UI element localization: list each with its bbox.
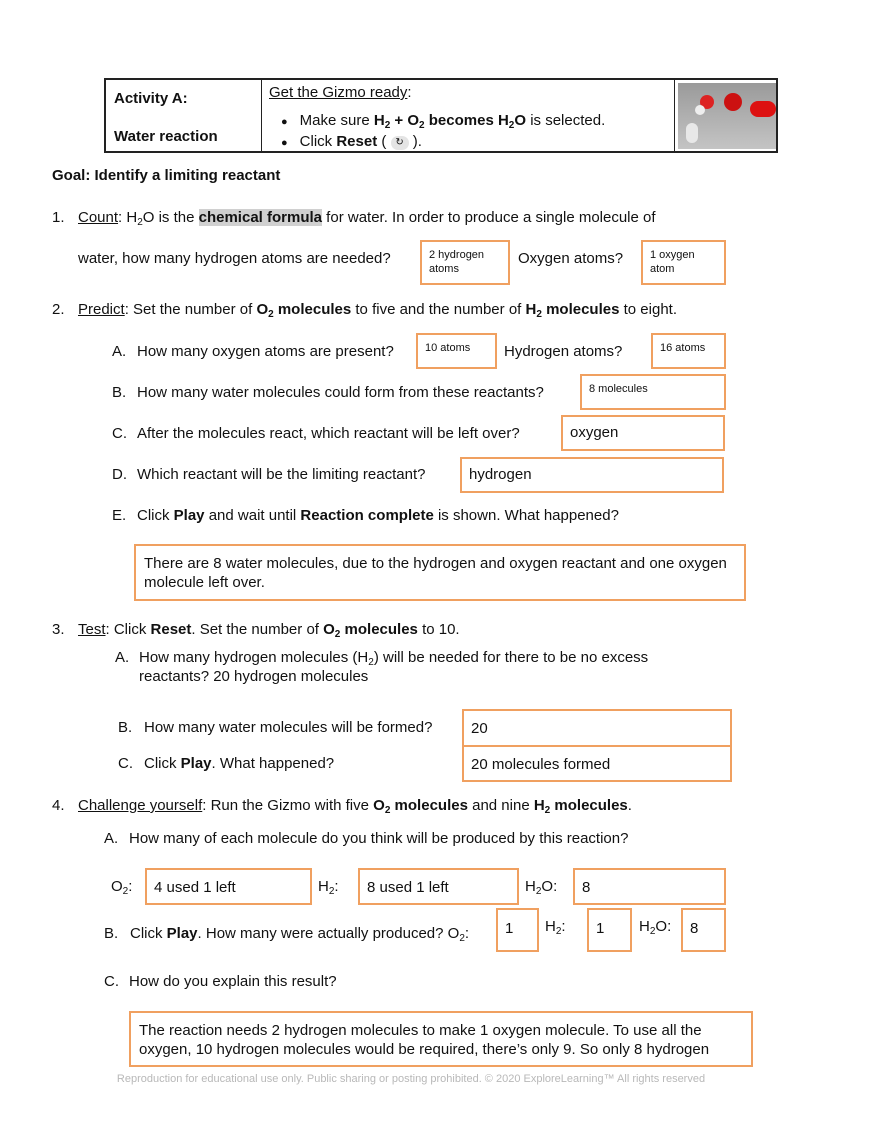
text-segment: H	[318, 878, 329, 895]
text-segment: :	[464, 925, 470, 942]
q2b-text: How many water molecules could form from these reactants?	[137, 384, 544, 401]
subscript: 2	[649, 926, 656, 937]
text-segment: O	[373, 797, 385, 814]
subscript: 2	[419, 120, 425, 131]
q3b-text: How many water molecules will be formed?	[144, 719, 433, 736]
colon: :	[407, 84, 412, 101]
q2e-text	[137, 507, 619, 525]
h2-label	[318, 878, 339, 901]
reset-icon: ↻	[391, 136, 409, 150]
question-number: 3.	[52, 621, 65, 638]
answer-hydrogen-atoms[interactable]: 2 hydrogen atoms	[420, 240, 510, 285]
q4c-text: How do you explain this result?	[129, 973, 337, 990]
text-segment: molecules	[273, 301, 352, 318]
predicted-o2[interactable]: 4 used 1 left	[145, 868, 312, 905]
q3-text	[78, 621, 460, 644]
text-segment: Click	[144, 755, 181, 772]
text-segment: Count	[78, 209, 119, 226]
subscript: 2	[334, 629, 341, 640]
actual-o2[interactable]: 1	[496, 908, 539, 952]
actual-h2[interactable]: 1	[587, 908, 632, 952]
item-letter: C.	[104, 973, 119, 990]
text-segment: Click	[137, 507, 174, 524]
subscript: 2	[536, 309, 542, 320]
text-segment: Click	[299, 133, 337, 150]
actual-h2o[interactable]: 8	[681, 908, 726, 952]
item-letter: E.	[112, 507, 127, 524]
q4b-text	[130, 925, 469, 948]
molecules-image	[678, 83, 776, 149]
answer-explanation[interactable]: The reaction needs 2 hydrogen molecules to make 1 oxygen molecule. To use all the oxygen, 10 hydrogen molecules would be required, there’s only 9. So only 8 hydrogen	[129, 1011, 753, 1067]
text-segment: chemical formula	[198, 209, 323, 226]
subscript: 2	[368, 657, 374, 668]
text-segment: H	[525, 301, 537, 318]
text-segment: O is the	[142, 209, 199, 226]
answer-oxygen-present[interactable]: 10 atoms	[416, 333, 497, 369]
item-letter: C.	[118, 755, 133, 772]
text-segment: Challenge yourself	[78, 797, 203, 814]
goal-heading: Goal: Identify a limiting reactant	[52, 167, 281, 184]
subscript: 2	[384, 120, 391, 131]
text-segment: molecules	[541, 301, 620, 318]
bullet-1	[300, 112, 606, 129]
text-segment: Play	[180, 755, 212, 772]
text-segment: : H	[118, 209, 138, 226]
q4-text	[78, 797, 632, 820]
gizmo-ready-heading: Get the Gizmo ready	[269, 84, 408, 101]
predicted-h2o[interactable]: 8	[573, 868, 726, 905]
subscript: 2	[268, 309, 274, 320]
q2c-text: After the molecules react, which reactant will be left over?	[137, 425, 520, 442]
item-letter: A.	[104, 830, 119, 847]
text-segment: H	[545, 918, 556, 935]
text-segment: becomes H	[424, 112, 509, 129]
text-segment: to eight.	[619, 301, 677, 318]
text-segment: :	[334, 878, 339, 895]
item-letter: B.	[118, 719, 133, 736]
text-segment: Play	[166, 925, 198, 942]
subscript: 2	[508, 120, 515, 131]
h2-label	[545, 918, 566, 941]
text-segment: Play	[173, 507, 205, 524]
subscript: 2	[555, 926, 562, 937]
text-segment: . Set the number of	[191, 621, 324, 638]
text-segment: H	[639, 918, 650, 935]
text: ).	[408, 133, 422, 150]
subscript: 2	[535, 886, 542, 897]
question-number: 2.	[52, 301, 65, 318]
item-letter: A.	[112, 343, 127, 360]
item-letter: C.	[112, 425, 127, 442]
q3c-text	[144, 755, 334, 773]
footer-copyright: Reproduction for educational use only. Public sharing or posting prohibited. © 2020 ExploreLearning™ All rights reserved	[116, 1073, 706, 1085]
text-segment: H	[525, 878, 536, 895]
subscript: 2	[328, 886, 335, 897]
predicted-h2[interactable]: 8 used 1 left	[358, 868, 519, 905]
answer-limiting-reactant[interactable]: hydrogen	[460, 457, 724, 493]
text-segment: H	[533, 797, 545, 814]
text-segment: Reset	[150, 621, 192, 638]
item-letter: B.	[112, 384, 127, 401]
h2o-label	[639, 918, 671, 941]
text-segment: ) will be needed for there to be no excess	[373, 649, 649, 666]
activity-name: Water reaction	[114, 128, 218, 145]
text-segment: .	[627, 797, 632, 814]
question-number: 1.	[52, 209, 65, 226]
q3a-text-2: reactants? 20 hydrogen molecules	[139, 668, 369, 685]
text-segment: Click	[130, 925, 167, 942]
text-segment: Reset	[336, 133, 378, 150]
text-segment: molecules	[550, 797, 628, 814]
answer-hydrogen-present[interactable]: 16 atoms	[651, 333, 726, 369]
answer-water-formed[interactable]: 20	[462, 709, 732, 747]
q2a-text: How many oxygen atoms are present?	[137, 343, 394, 360]
text-segment: (	[377, 133, 391, 150]
text-segment: Predict	[78, 301, 125, 318]
text-segment: to five and the number of	[351, 301, 526, 318]
item-letter: D.	[112, 466, 127, 483]
subscript: 2	[384, 805, 391, 816]
text-segment: to 10.	[417, 621, 460, 638]
text-segment: Make sure	[299, 112, 374, 129]
text-segment: :	[128, 878, 133, 895]
text-segment: : Run the Gizmo with five	[202, 797, 374, 814]
answer-play-result[interactable]: 20 molecules formed	[462, 745, 732, 782]
text-segment: . How many were actually produced? O	[197, 925, 460, 942]
o2-label	[111, 878, 132, 901]
item-letter: A.	[115, 649, 130, 666]
text-segment: :	[561, 918, 566, 935]
text-segment: is shown. What happened?	[433, 507, 619, 524]
text-segment: : Set the number of	[124, 301, 257, 318]
divider	[674, 80, 675, 151]
h2o-label	[525, 878, 557, 901]
q2-text	[78, 301, 677, 324]
subscript: 2	[137, 217, 143, 228]
hydrogen-atoms-label: Hydrogen atoms?	[504, 343, 623, 360]
answer-oxygen-atoms[interactable]: 1 oxygen atom	[641, 240, 726, 285]
text-segment: H	[373, 112, 385, 129]
q1-text	[78, 209, 656, 232]
text-segment: : Click	[105, 621, 151, 638]
text-segment: + O	[390, 112, 420, 129]
question-number: 4.	[52, 797, 65, 814]
text-segment: for water. In order to produce a single molecule of	[322, 209, 656, 226]
text-segment: molecules	[340, 621, 418, 638]
text-segment: O	[111, 878, 123, 895]
text-segment: O	[256, 301, 269, 318]
text-segment: O	[514, 112, 527, 129]
activity-label: Activity A:	[114, 90, 188, 107]
answer-water-molecules[interactable]: 8 molecules	[580, 374, 726, 410]
bullet-icon: ●	[281, 116, 288, 128]
q2d-text: Which reactant will be the limiting reactant?	[137, 466, 426, 483]
text-segment: . What happened?	[211, 755, 335, 772]
subscript: 2	[544, 805, 551, 816]
divider	[261, 80, 262, 151]
bullet-icon: ●	[281, 137, 288, 149]
text-segment: O	[323, 621, 335, 638]
answer-left-over[interactable]: oxygen	[561, 415, 725, 451]
text-segment: O:	[541, 878, 558, 895]
text-segment: is selected.	[526, 112, 606, 129]
text-segment: and nine	[467, 797, 534, 814]
text-segment: Test	[78, 621, 106, 638]
text-segment: molecules	[390, 797, 468, 814]
q1-text-2: water, how many hydrogen atoms are needed?	[78, 250, 391, 267]
bullet-2	[300, 133, 391, 150]
item-letter: B.	[104, 925, 119, 942]
answer-what-happened[interactable]: There are 8 water molecules, due to the hydrogen and oxygen reactant and one oxygen molecule left over.	[134, 544, 746, 601]
text-segment: How many hydrogen molecules (H	[139, 649, 369, 666]
text-segment: Reaction complete	[300, 507, 434, 524]
text-segment: O:	[655, 918, 672, 935]
subscript: 2	[122, 886, 129, 897]
activity-header-table	[104, 78, 778, 153]
oxygen-atoms-label: Oxygen atoms?	[518, 250, 624, 267]
q4a-text: How many of each molecule do you think will be produced by this reaction?	[129, 830, 629, 847]
text-segment: and wait until	[204, 507, 301, 524]
subscript: 2	[459, 933, 465, 944]
